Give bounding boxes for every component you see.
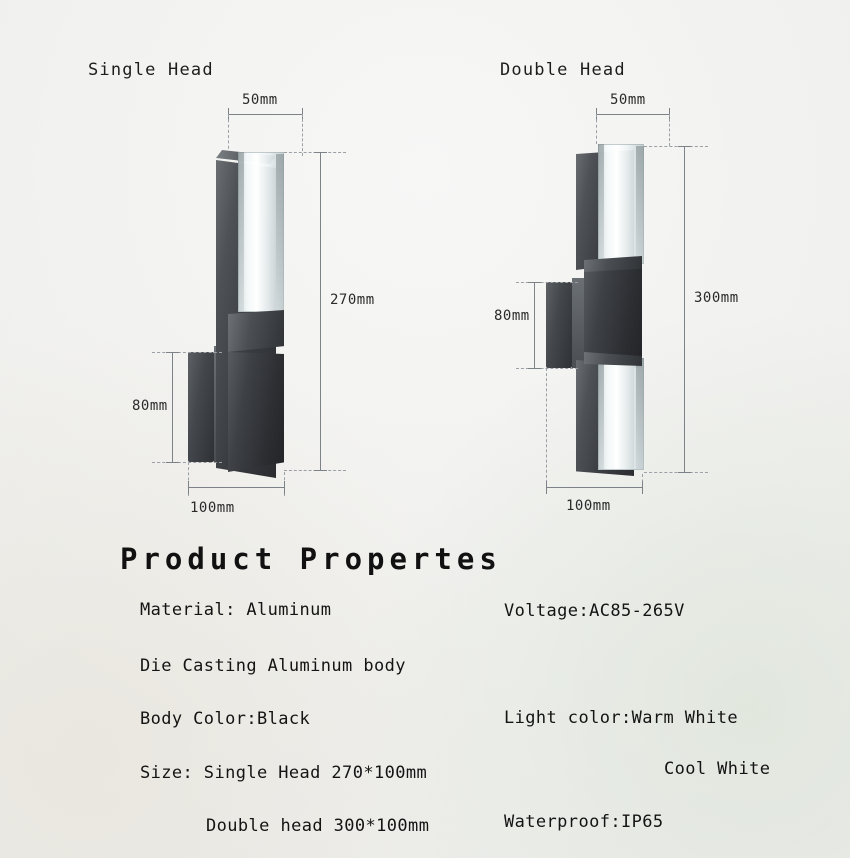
glass-edge <box>598 358 604 470</box>
tick <box>188 481 189 494</box>
glass-edge <box>636 146 644 264</box>
double-head-width-arrow <box>596 114 670 115</box>
single-head-width-arrow <box>228 114 303 115</box>
lamp-lower-housing <box>228 352 284 472</box>
guide-line <box>228 114 229 154</box>
double-head-width-label: 50mm <box>610 92 646 108</box>
property-light-color-alt: Cool White <box>664 759 771 779</box>
property-size-single: Size: Single Head 270*100mm <box>140 763 428 783</box>
property-construction: Die Casting Aluminum body <box>140 656 406 676</box>
wall-plate <box>188 352 214 462</box>
double-head-height-label: 300mm <box>694 290 739 306</box>
glass-edge <box>598 144 604 264</box>
single-head-depth-arrow <box>188 487 284 488</box>
double-head-title: Double Head <box>500 60 626 80</box>
property-waterproof: Waterproof:IP65 <box>504 812 664 832</box>
single-head-depth-label: 100mm <box>190 500 235 516</box>
guide-line <box>516 368 578 369</box>
glass-edge <box>636 358 644 470</box>
wall-plate <box>546 282 572 368</box>
tick <box>528 368 541 369</box>
tick <box>314 152 327 153</box>
property-material: Material: Aluminum <box>140 600 332 620</box>
single-head-height-label: 270mm <box>330 292 375 308</box>
double-head-depth-label: 100mm <box>566 498 611 514</box>
property-light-color: Light color:Warm White <box>504 708 738 728</box>
guide-line <box>644 146 708 147</box>
tick <box>314 470 327 471</box>
double-head-bracket-label: 80mm <box>494 308 530 324</box>
guide-line <box>302 114 303 156</box>
guide-line <box>669 114 670 146</box>
tick <box>166 352 179 353</box>
single-head-height-arrow <box>320 152 321 470</box>
tick <box>546 481 547 494</box>
guide-line <box>152 352 222 353</box>
tick <box>678 472 691 473</box>
product-properties-title: Product Propertes <box>120 542 502 576</box>
glass-edge <box>276 154 284 312</box>
lamp-bezel <box>228 310 284 352</box>
property-voltage: Voltage:AC85-265V <box>504 601 685 621</box>
tick <box>678 146 691 147</box>
double-head-height-arrow <box>684 146 685 472</box>
guide-line <box>644 472 708 473</box>
tick <box>166 462 179 463</box>
guide-line <box>516 282 578 283</box>
single-head-width-label: 50mm <box>242 92 278 108</box>
double-head-depth-arrow <box>546 487 642 488</box>
single-head-bracket-arrow <box>172 352 173 462</box>
single-head-title: Single Head <box>88 60 214 80</box>
guide-line <box>152 462 222 463</box>
tick <box>642 481 643 494</box>
tick <box>284 481 285 494</box>
single-head-bracket-label: 80mm <box>132 398 168 414</box>
glass-edge <box>238 152 244 312</box>
guide-line <box>596 114 597 144</box>
property-size-double: Double head 300*100mm <box>206 816 430 836</box>
guide-line <box>546 368 547 488</box>
property-body-color: Body Color:Black <box>140 709 311 729</box>
double-head-bracket-arrow <box>534 282 535 368</box>
tick <box>528 282 541 283</box>
